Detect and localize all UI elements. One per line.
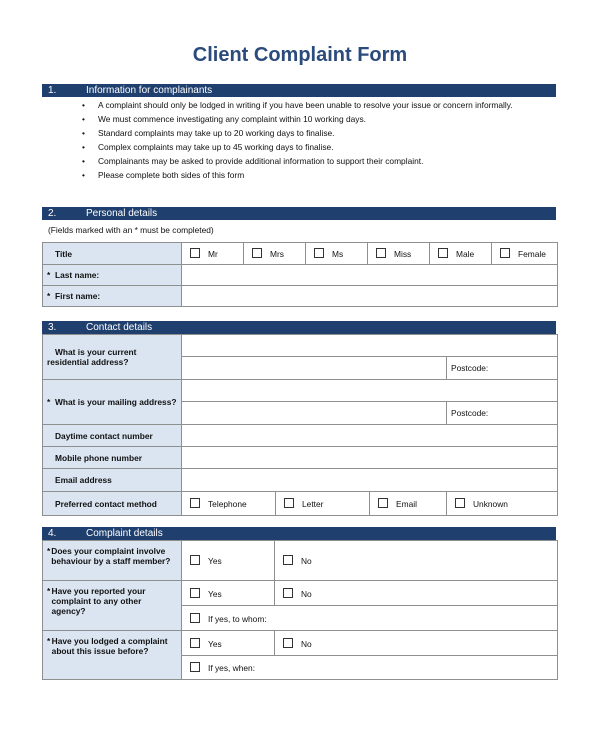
title-label: Title <box>43 243 182 265</box>
section-label: Contact details <box>86 322 153 333</box>
list-item: • We must commence investigating any complaint within 10 working days. <box>82 114 366 124</box>
residential-address-line2[interactable] <box>182 357 447 380</box>
mailing-address-label: * What is your mailing address? <box>43 380 182 425</box>
checkbox[interactable] <box>284 498 294 508</box>
personal-details-table <box>42 242 558 307</box>
checkbox[interactable] <box>190 248 200 258</box>
title-option-female[interactable]: Female <box>492 243 558 265</box>
first-name-field[interactable] <box>182 286 558 307</box>
section-label: Personal details <box>86 208 158 219</box>
lodged-before-no[interactable]: No <box>275 631 558 656</box>
if-yes-whom-field[interactable]: If yes, to whom: <box>182 606 558 631</box>
title-option-mr[interactable]: Mr <box>182 243 244 265</box>
mobile-number-label: Mobile phone number <box>43 447 182 469</box>
checkbox[interactable] <box>190 555 200 565</box>
staff-member-question: * Does your complaint involve behaviour by a staff member? <box>43 541 182 581</box>
title-option-miss[interactable]: Miss <box>368 243 430 265</box>
info-bullet-list <box>60 98 550 182</box>
other-agency-no[interactable]: No <box>275 581 558 606</box>
required-note: (Fields marked with an * must be completed) <box>48 225 214 235</box>
contact-option-letter[interactable]: Letter <box>276 492 370 516</box>
residential-postcode-field[interactable]: Postcode: <box>447 357 558 380</box>
list-item: • Complex complaints may take up to 45 working days to finalise. <box>82 142 334 152</box>
daytime-number-label: Daytime contact number <box>43 425 182 447</box>
section-number: 3. <box>48 322 57 333</box>
checkbox[interactable] <box>314 248 324 258</box>
checkbox[interactable] <box>438 248 448 258</box>
section-header-personal <box>42 207 556 220</box>
email-address-label: Email address <box>43 469 182 492</box>
section-label: Complaint details <box>86 528 163 539</box>
residential-address-line1[interactable] <box>182 335 558 357</box>
checkbox[interactable] <box>283 555 293 565</box>
contact-details-table <box>42 334 558 516</box>
email-address-field[interactable] <box>182 469 558 492</box>
contact-option-email[interactable]: Email <box>370 492 447 516</box>
section-label: Information for complainants <box>86 85 213 96</box>
checkbox[interactable] <box>190 498 200 508</box>
checkbox[interactable] <box>190 613 200 623</box>
other-agency-yes[interactable]: Yes <box>182 581 275 606</box>
daytime-number-field[interactable] <box>182 425 558 447</box>
checkbox[interactable] <box>455 498 465 508</box>
list-item: • Standard complaints may take up to 20 working days to finalise. <box>82 128 335 138</box>
complaint-details-table <box>42 540 558 680</box>
title-option-ms[interactable]: Ms <box>306 243 368 265</box>
if-yes-when-field[interactable]: If yes, when: <box>182 656 558 680</box>
section-header-contact <box>42 321 556 334</box>
staff-member-no[interactable]: No <box>275 541 558 581</box>
title-option-male[interactable]: Male <box>430 243 492 265</box>
list-item: • A complaint should only be lodged in writing if you have been unable to resolve your issue or concern informally. <box>82 100 513 110</box>
other-agency-question: * Have you reported your complaint to any other agency? <box>43 581 182 631</box>
section-number: 1. <box>48 85 57 96</box>
list-item: • Complainants may be asked to provide additional information to support their complaint. <box>82 156 424 166</box>
last-name-label: * Last name: <box>43 265 182 286</box>
checkbox[interactable] <box>252 248 262 258</box>
section-header-info <box>42 84 556 97</box>
staff-member-yes[interactable]: Yes <box>182 541 275 581</box>
checkbox[interactable] <box>190 662 200 672</box>
mailing-address-line1[interactable] <box>182 380 558 402</box>
mailing-postcode-field[interactable]: Postcode: <box>447 402 558 425</box>
first-name-label: * First name: <box>43 286 182 307</box>
list-item: • Please complete both sides of this form <box>82 170 245 180</box>
preferred-contact-label: Preferred contact method <box>43 492 182 516</box>
checkbox[interactable] <box>190 638 200 648</box>
mailing-address-line2[interactable] <box>182 402 447 425</box>
last-name-field[interactable] <box>182 265 558 286</box>
lodged-before-question: * Have you lodged a complaint about this issue before? <box>43 631 182 680</box>
section-number: 2. <box>48 208 57 219</box>
checkbox[interactable] <box>378 498 388 508</box>
checkbox[interactable] <box>190 588 200 598</box>
mobile-number-field[interactable] <box>182 447 558 469</box>
contact-option-telephone[interactable]: Telephone <box>182 492 276 516</box>
section-number: 4. <box>48 528 57 539</box>
lodged-before-yes[interactable]: Yes <box>182 631 275 656</box>
contact-option-unknown[interactable]: Unknown <box>447 492 558 516</box>
checkbox[interactable] <box>500 248 510 258</box>
residential-address-label: What is your current residential address? <box>43 335 182 380</box>
checkbox[interactable] <box>376 248 386 258</box>
title-option-mrs[interactable]: Mrs <box>244 243 306 265</box>
checkbox[interactable] <box>283 588 293 598</box>
checkbox[interactable] <box>283 638 293 648</box>
section-header-complaint <box>42 527 556 540</box>
page-title: Client Complaint Form <box>192 44 408 66</box>
